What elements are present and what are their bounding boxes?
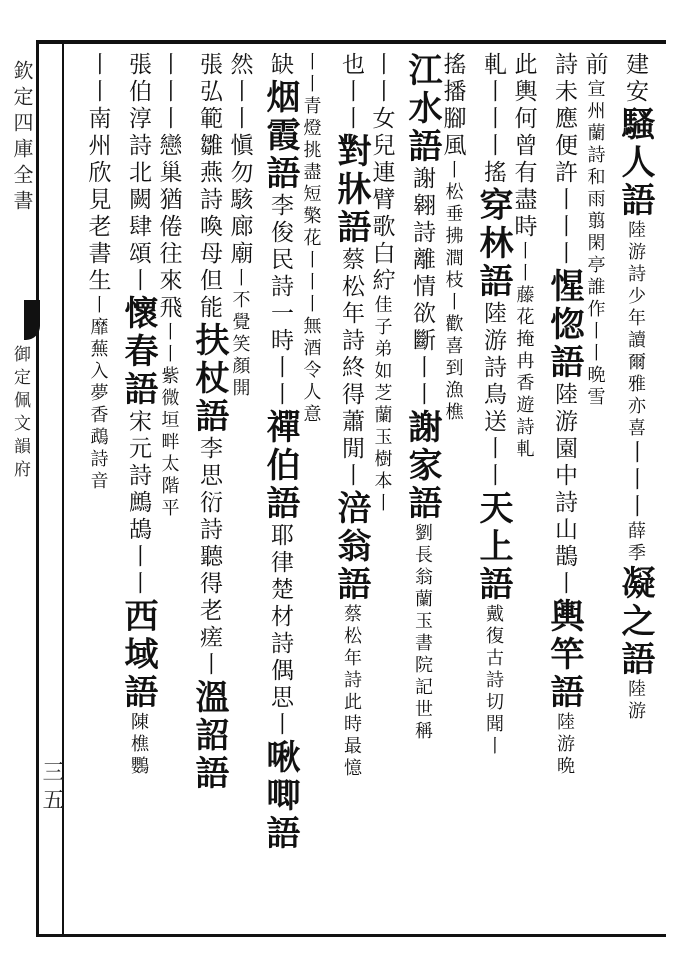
entry-headword: 溫詔語 — [189, 679, 229, 793]
entry-headword: 懷春語 — [118, 295, 158, 409]
entry-text: 丨丨丨 — [622, 440, 648, 521]
entry-text: 然丨丨愼勿駭廊廟 — [226, 52, 253, 268]
entry-annotation: 劉長翁蘭玉書院記世稱 — [412, 523, 433, 743]
entry-text: 詩未應便許丨丨丨 — [551, 52, 577, 268]
entry-annotation: 丨丨丨無酒令人意 — [300, 250, 322, 426]
entry-annotation: 陸游詩少年讀爾雅亦喜 — [625, 220, 646, 440]
text-column — [583, 52, 606, 932]
text-column — [189, 52, 229, 932]
text-column — [118, 52, 158, 932]
entry-annotation: 丨丨青燈挑盡短檠花 — [300, 52, 322, 250]
spine-collection-title: 欽定四庫全書 — [10, 60, 34, 216]
text-column — [228, 52, 251, 932]
entry-annotation: 丨不覺笑顏開 — [229, 268, 251, 400]
text-column — [331, 52, 371, 932]
entry-annotation: 陸游晩 — [554, 712, 575, 778]
entry-text: 此輿何曾有盡時 — [510, 52, 537, 241]
entry-headword: 輿竿語 — [544, 598, 584, 712]
entry-headword: 涪翁語 — [331, 490, 371, 604]
entry-headword: 對牀語 — [331, 133, 371, 247]
entry-headword: 天上語 — [473, 490, 513, 604]
entry-text: 缺 — [267, 52, 293, 79]
text-column — [157, 52, 180, 932]
entry-annotation: 丨丨藤花掩冉香 — [513, 241, 535, 395]
entry-annotation: 宣州蘭詩和雨翦閑亭誰作丨丨 — [584, 79, 606, 365]
entry-text: 張弘範雛燕詩喚母但能 — [196, 52, 222, 322]
entry-headword: 惺惚語 — [544, 268, 584, 382]
entry-text: 丨丨丨戀巢猶倦往來飛 — [155, 52, 182, 322]
entry-text: 李俊民詩一時丨丨 — [267, 193, 293, 409]
entry-text: 前 — [581, 52, 608, 79]
text-column — [441, 52, 464, 932]
entry-annotation: 陳樵鸚 — [128, 712, 149, 778]
entry-annotation: 蔡松年詩此時最憶 — [341, 604, 362, 780]
entry-annotation: 丨松垂拂澗枝 — [442, 160, 464, 292]
entry-text: 謝翱詩離情欲斷丨丨 — [409, 166, 435, 409]
entry-headword: 江水語 — [402, 52, 442, 166]
entry-annotation: 晩雪 — [584, 365, 606, 409]
entry-headword: 禪伯語 — [260, 409, 300, 523]
entry-text: 耶律楚材詩偶思丨 — [267, 523, 293, 739]
entry-text: 搖播腳風 — [439, 52, 466, 160]
entry-text: 建安 — [622, 52, 648, 106]
entry-annotation: 戴復古詩切聞丨 — [483, 604, 504, 758]
entry-annotation: 陸游 — [625, 679, 646, 723]
top-border — [36, 40, 666, 44]
folio-number: 三五 — [39, 760, 64, 816]
text-column — [512, 52, 535, 932]
entry-text: 也丨丨 — [338, 52, 364, 133]
entry-annotation: 丨靡蕪入夢香 — [87, 295, 109, 427]
entry-headword: 謝家語 — [402, 409, 442, 523]
entry-annotation: 丨丨紫微垣畔太階平 — [158, 322, 180, 520]
entry-headword: 烟霞語 — [260, 79, 300, 193]
text-column — [473, 52, 513, 932]
entry-text: 丨丨女兒連臂歌白紵 — [368, 52, 395, 295]
text-column — [86, 52, 109, 932]
entry-headword: 西域語 — [118, 598, 158, 712]
entry-text: 張伯淳詩北闕肆頌丨 — [125, 52, 151, 295]
entry-text: 李思衍詩聽得老瘥丨 — [196, 436, 222, 679]
entry-headword: 凝之語 — [615, 565, 655, 679]
entry-headword: 穿林語 — [473, 187, 513, 301]
entry-headword: 騷人語 — [615, 106, 655, 220]
text-column — [544, 52, 584, 932]
entry-headword: 啾唧語 — [260, 739, 300, 853]
entry-annotation: 鵡詩音 — [87, 427, 109, 493]
text-column — [402, 52, 442, 932]
text-column — [260, 52, 300, 932]
text-column — [370, 52, 393, 932]
entry-text: 陸游詩鳥送丨丨 — [480, 301, 506, 490]
entry-text: 蔡松年詩終得蕭閒丨 — [338, 247, 364, 490]
text-column — [299, 52, 322, 932]
entry-text: 丨丨南州欣見老書生 — [84, 52, 111, 295]
entry-text: 軋丨丨丨搖 — [480, 52, 506, 187]
spine-book-title: 御定佩文韻府 — [10, 345, 30, 483]
text-column — [615, 52, 655, 932]
entry-annotation: 遊詩軋 — [513, 395, 535, 461]
entry-headword: 扶杖語 — [189, 322, 229, 436]
entry-text: 宋元詩鷓鴣丨丨 — [125, 409, 151, 598]
entry-annotation: 丨歡喜到漁樵 — [442, 292, 464, 424]
entry-text: 陸游園中詩山鵲丨 — [551, 382, 577, 598]
bottom-border — [36, 934, 666, 937]
entry-annotation: 佳子弟如芝蘭玉樹本丨 — [371, 295, 393, 515]
entry-annotation: 薛季 — [625, 521, 646, 565]
